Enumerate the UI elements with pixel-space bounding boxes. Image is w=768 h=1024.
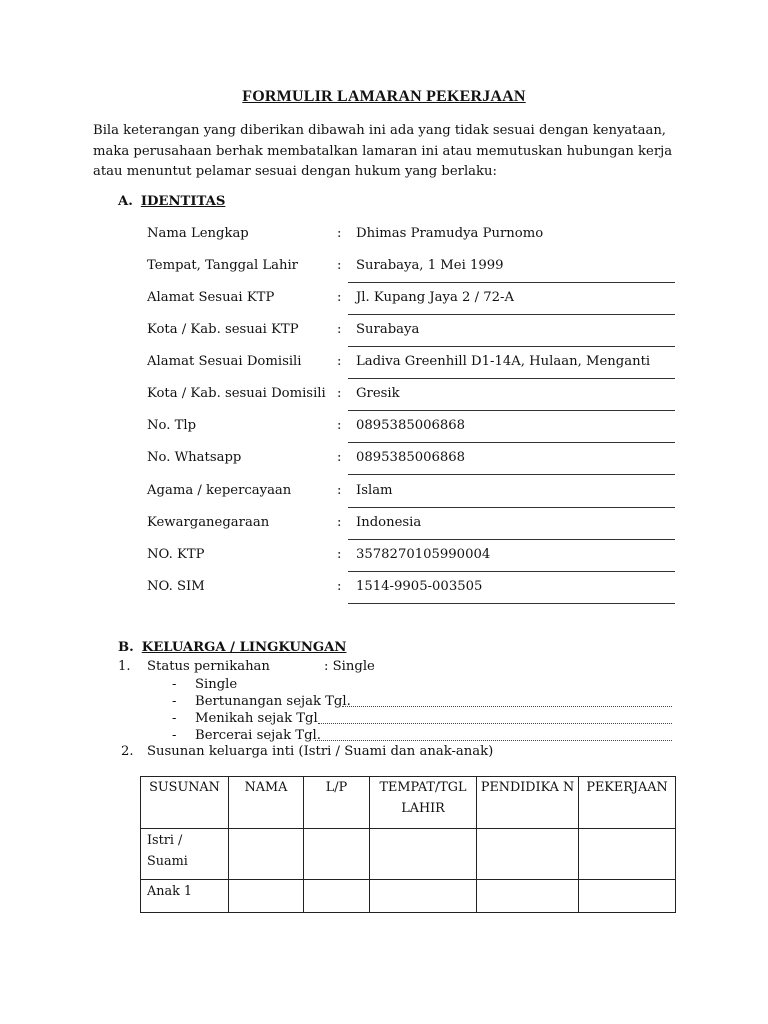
field-underline xyxy=(348,378,675,379)
field-value[interactable]: Ladiva Greenhill D1-14A, Hulaan, Menganti xyxy=(356,354,651,369)
field-colon: : xyxy=(337,322,342,337)
field-underline xyxy=(348,410,675,411)
field-value[interactable]: 0895385006868 xyxy=(356,418,466,433)
field-underline xyxy=(348,571,675,572)
family-table xyxy=(140,776,676,913)
header-tempat-tgl-lahir: TEMPAT/TGL LAHIR xyxy=(370,777,477,829)
field-underline xyxy=(348,474,675,475)
field-colon: : xyxy=(337,515,342,530)
field-underline xyxy=(348,346,675,347)
section-b-heading xyxy=(118,640,346,655)
header-lp: L/P xyxy=(304,777,370,829)
field-colon: : xyxy=(337,418,342,433)
field-colon: : xyxy=(337,226,342,241)
option-label: Menikah sejak Tgl xyxy=(195,711,318,726)
field-label: Agama / kepercayaan xyxy=(147,483,292,498)
field-colon: : xyxy=(337,386,342,401)
field-colon: : xyxy=(337,450,342,465)
cell-nama[interactable] xyxy=(229,829,304,880)
field-label: No. Tlp xyxy=(147,418,197,433)
family-composition-label: Susunan keluarga inti (Istri / Suami dan anak-anak) xyxy=(147,744,494,759)
field-label: Kota / Kab. sesuai Domisili xyxy=(147,386,326,401)
header-pekerjaan: PEKERJAAN xyxy=(579,777,676,829)
cell-lp[interactable] xyxy=(304,829,370,880)
row-label: Anak 1 xyxy=(141,880,229,913)
field-value[interactable]: Dhimas Pramudya Purnomo xyxy=(356,226,544,241)
cell-pendidikan[interactable] xyxy=(477,829,579,880)
field-colon: : xyxy=(337,579,342,594)
table-row xyxy=(141,829,676,880)
field-label: Nama Lengkap xyxy=(147,226,249,241)
intro-paragraph: Bila keterangan yang diberikan dibawah ini ada yang tidak sesuai dengan kenyataan, maka perusahaan berhak membatalkan lamaran ini atau memutuskan hubungan kerja atau menuntut pelamar sesuai dengan hukum yang berlaku: xyxy=(93,123,673,179)
field-label: NO. KTP xyxy=(147,547,205,562)
section-a-title: IDENTITAS xyxy=(140,194,226,209)
section-a-heading xyxy=(118,194,225,209)
divorced-date-field[interactable] xyxy=(315,740,672,741)
cell-nama[interactable] xyxy=(229,880,304,913)
field-label: Alamat Sesuai KTP xyxy=(147,290,275,305)
field-colon: : xyxy=(337,547,342,562)
field-colon: : xyxy=(337,483,342,498)
field-colon: : xyxy=(337,354,342,369)
marital-status-value[interactable]: : Single xyxy=(324,659,375,674)
field-underline xyxy=(348,314,675,315)
cell-tempat-tgl-lahir[interactable] xyxy=(370,829,477,880)
field-value[interactable]: Islam xyxy=(356,483,393,498)
field-underline xyxy=(348,282,675,283)
cell-pendidikan[interactable] xyxy=(477,880,579,913)
field-value[interactable]: 0895385006868 xyxy=(356,450,466,465)
table-header-row xyxy=(141,777,676,829)
field-underline xyxy=(348,507,675,508)
cell-pekerjaan[interactable] xyxy=(579,880,676,913)
option-label: Single xyxy=(195,677,238,692)
married-date-field[interactable] xyxy=(318,723,672,724)
field-label: Alamat Sesuai Domisili xyxy=(147,354,302,369)
field-value[interactable]: Surabaya, 1 Mei 1999 xyxy=(356,258,504,273)
field-label: NO. SIM xyxy=(147,579,205,594)
cell-tempat-tgl-lahir[interactable] xyxy=(370,880,477,913)
field-underline xyxy=(348,442,675,443)
header-pendidikan: PENDIDIKA N xyxy=(477,777,579,829)
field-underline xyxy=(348,603,675,604)
option-label: Bertunangan sejak Tgl. xyxy=(195,694,351,709)
field-label: Tempat, Tanggal Lahir xyxy=(147,258,298,273)
table-row xyxy=(141,880,676,913)
cell-lp[interactable] xyxy=(304,880,370,913)
row-label: Istri / Suami xyxy=(141,829,229,880)
marital-status-label: Status pernikahan xyxy=(147,659,270,674)
section-b-title: KELUARGA / LINGKUNGAN xyxy=(141,640,347,655)
item-number: 1. xyxy=(118,659,131,674)
section-b-number: B. xyxy=(118,640,134,655)
field-colon: : xyxy=(337,258,342,273)
section-a-number: A. xyxy=(118,194,133,209)
field-label: Kewarganegaraan xyxy=(147,515,270,530)
field-value[interactable]: Indonesia xyxy=(356,515,422,530)
field-value[interactable]: Jl. Kupang Jaya 2 / 72-A xyxy=(356,290,515,305)
field-colon: : xyxy=(337,290,342,305)
header-nama: NAMA xyxy=(229,777,304,829)
field-underline xyxy=(348,539,675,540)
field-value[interactable]: 1514-9905-003505 xyxy=(356,579,483,594)
header-susunan: SUSUNAN xyxy=(141,777,229,829)
field-label: No. Whatsapp xyxy=(147,450,242,465)
field-value[interactable]: Surabaya xyxy=(356,322,420,337)
field-label: Kota / Kab. sesuai KTP xyxy=(147,322,299,337)
page-title: FORMULIR LAMARAN PEKERJAAN xyxy=(242,88,526,105)
cell-pekerjaan[interactable] xyxy=(579,829,676,880)
engaged-date-field[interactable] xyxy=(342,706,672,707)
field-value[interactable]: 3578270105990004 xyxy=(356,547,491,562)
item-number: 2. xyxy=(121,744,134,759)
option-label: Bercerai sejak Tgl. xyxy=(195,728,321,743)
field-value[interactable]: Gresik xyxy=(356,386,400,401)
